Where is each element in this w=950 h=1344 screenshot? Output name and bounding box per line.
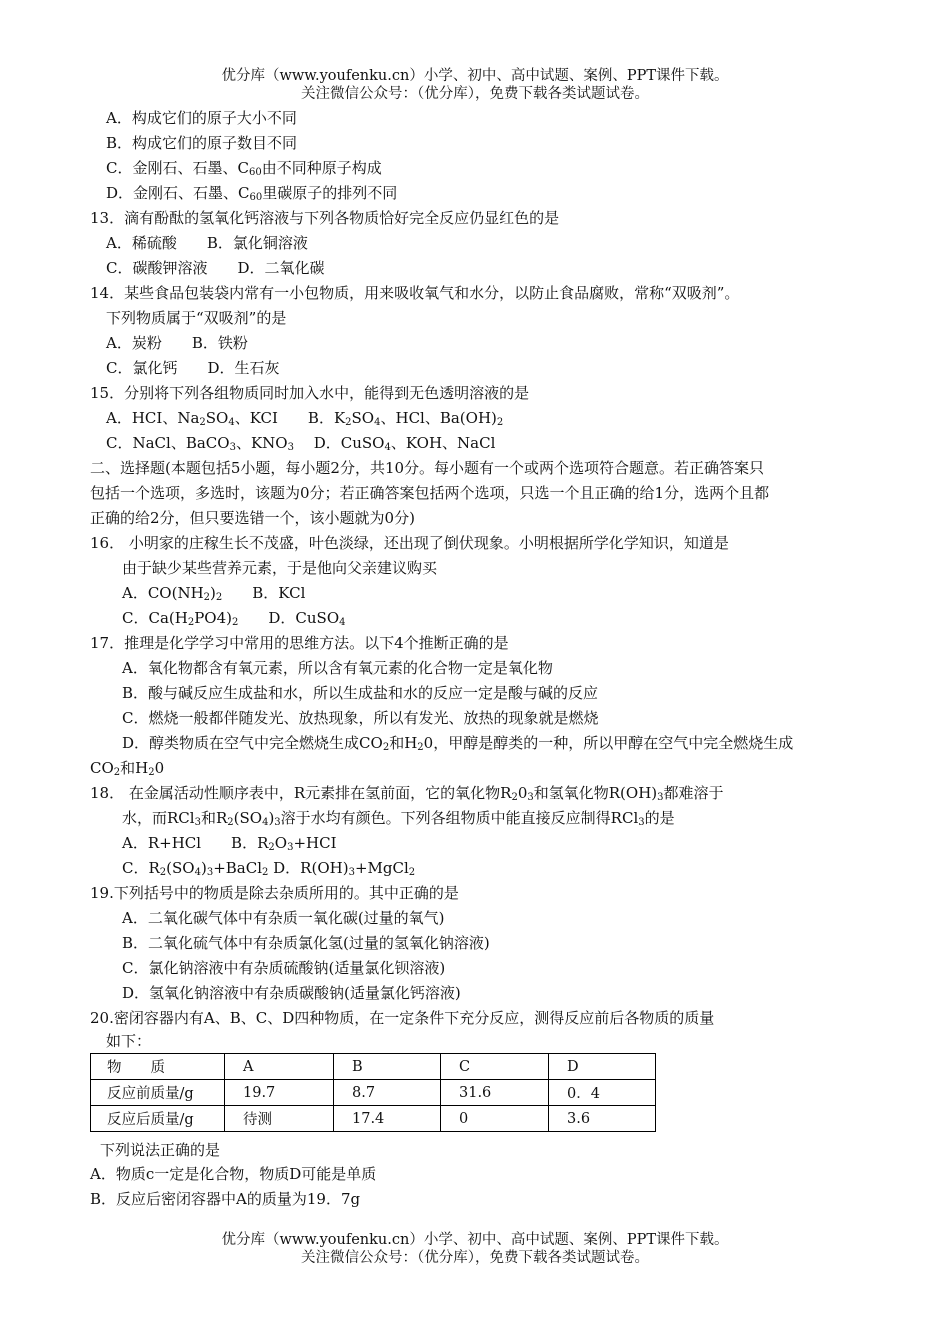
q19-option-c: C．氯化钠溶液中有杂质硫酸钠(适量氯化钡溶液): [122, 959, 446, 977]
q16-options-ab: A．$CO(NH_2)_2$ B．KCl: [122, 584, 306, 603]
table-cell: 3.6: [549, 1106, 656, 1132]
q17-option-a: A．氧化物都含有氧元素，所以含有氧元素的化合物一定是氧化物: [122, 659, 553, 677]
table-header-row: [91, 1054, 656, 1080]
q16-stem-2: 由于缺少某些营养元素，于是他向父亲建议购买: [122, 559, 438, 577]
q17-option-b: B．酸与碱反应生成盐和水，所以生成盐和水的反应一定是酸与碱的反应: [122, 684, 599, 702]
q12-option-d: D．金刚石、石墨、$C_{60}$里碳原子的排列不同: [106, 184, 398, 203]
q16-stem-1: 16． 小明家的庄稼生长不茂盛，叶色淡绿，还出现了倒伏现象。小明根据所学化学知识，知道是: [90, 534, 729, 552]
q15-options-ab: A．HCI、$Na_2SO_4$、KCI B．$K_2SO_4$、HCl、$Ba(OH)_2$: [106, 409, 504, 428]
footer-line-1: 优分库（www.youfenku.cn）小学、初中、高中试题、案例、PPT课件下载。: [221, 1232, 729, 1248]
q19-option-d: D．氢氧化钠溶液中有杂质碳酸钠(适量氯化钙溶液): [122, 984, 461, 1002]
q20-option-a: A．物质c一定是化合物，物质D可能是单质: [90, 1165, 377, 1183]
q18-stem-2: 水，而RCl$_3$和$R_2(SO_4)_3$溶于水均有颜色。下列各组物质中能直接反应制得RCl$_3$的是: [122, 809, 675, 828]
q19-stem: 19.下列括号中的物质是除去杂质所用的。其中正确的是: [90, 884, 459, 902]
table-cell: 0: [441, 1106, 549, 1132]
table-cell: 待测: [225, 1106, 334, 1132]
q12-option-c: C．金刚石、石墨、$C_{60}$由不同种原子构成: [106, 159, 382, 178]
table-cell: 0．4: [549, 1080, 656, 1106]
q19-option-b: B．二氧化硫气体中有杂质氯化氢(过量的氢氧化钠溶液): [122, 934, 490, 952]
table-cell: 31.6: [441, 1080, 549, 1106]
q12-option-b: B．构成它们的原子数目不同: [106, 134, 298, 152]
q15-options-cd: C．NaCl、BaCO$_3$、$KNO_3$ D．CuSO$_4$、KOH、NaCl: [106, 434, 496, 453]
section2-instructions-2: 包括一个选项，多选时，该题为0分；若正确答案包括两个选项，只选一个且正确的给1分，选两个且都: [90, 484, 770, 502]
table-cell: 反应后质量/g: [91, 1106, 225, 1132]
q20-stem-2: 如下：: [106, 1032, 152, 1050]
table-header-cell: D: [549, 1054, 656, 1080]
q13-options-ab: A．稀硫酸 B．氯化铜溶液: [106, 234, 308, 252]
section2-instructions-1: 二、选择题(本题包括5小题，每小题2分，共10分。每小题有一个或两个选项符合题意。若正确答案只: [90, 459, 765, 477]
section2-instructions-3: 正确的给2分，但只要选错一个，该小题就为0分): [90, 509, 415, 527]
q20-stem-1: 20.密闭容器内有A、B、C、D四种物质，在一定条件下充分反应，测得反应前后各物质的质量: [90, 1009, 715, 1027]
q17-option-d: D．醇类物质在空气中完全燃烧生成$CO_2$和$H_20$，甲醇是醇类的一种，所以甲醇在空气中完全燃烧生成: [122, 734, 794, 753]
q20-option-b: B．反应后密闭容器中A的质量为19．7g: [90, 1190, 361, 1208]
table-cell: 17.4: [334, 1106, 441, 1132]
q16-options-cd: C．$Ca(H_2PO4)_2$ D．CuSO$_4$: [122, 609, 346, 628]
table-header-cell: 物 质: [91, 1054, 225, 1080]
q20-after-table: 下列说法正确的是: [100, 1141, 221, 1159]
q15-stem: 15．分别将下列各组物质同时加入水中，能得到无色透明溶液的是: [90, 384, 530, 402]
q14-options-ab: A．炭粉 B．铁粉: [106, 334, 248, 352]
table-header-cell: C: [441, 1054, 549, 1080]
header-line-1: 优分库（www.youfenku.cn）小学、初中、高中试题、案例、PPT课件下载。: [221, 68, 729, 84]
footer-line-2: 关注微信公众号：（优分库），免费下载各类试题试卷。: [301, 1250, 649, 1266]
q13-options-cd: C．碳酸钾溶液 D．二氧化碳: [106, 259, 325, 277]
table-header-cell: B: [334, 1054, 441, 1080]
q12-option-a: A．构成它们的原子大小不同: [106, 109, 297, 127]
q18-options-ab: A．R+HCl B．$R_2O_3+HCI$: [122, 834, 337, 853]
mass-table: [90, 1053, 656, 1132]
table-cell: 19.7: [225, 1080, 334, 1106]
table-row: [91, 1106, 656, 1132]
table-cell: 反应前质量/g: [91, 1080, 225, 1106]
q18-options-cd: C．$R_2(SO_4)_3+BaCl_2$ D．$R(OH)_3+MgCl_2$: [122, 859, 416, 878]
q19-option-a: A．二氧化碳气体中有杂质一氧化碳(过量的氧气): [122, 909, 445, 927]
header-line-2: 关注微信公众号：（优分库），免费下载各类试题试卷。: [301, 86, 649, 102]
q13-stem: 13．滴有酚酞的氢氧化钙溶液与下列各物质恰好完全反应仍显红色的是: [90, 209, 560, 227]
q17-option-d-cont: $CO_2$和$H_20$: [90, 759, 165, 778]
q17-option-c: C．燃烧一般都伴随发光、放热现象，所以有发光、放热的现象就是燃烧: [122, 709, 599, 727]
q14-stem-2: 下列物质属于“双吸剂”的是: [106, 309, 287, 327]
q14-stem-1: 14．某些食品包装袋内常有一小包物质，用来吸收氧气和水分，以防止食品腐败，常称“双吸剂”。: [90, 284, 740, 302]
table-row: [91, 1080, 656, 1106]
q14-options-cd: C．氯化钙 D．生石灰: [106, 359, 280, 377]
q17-stem: 17．推理是化学学习中常用的思维方法。以下4个推断正确的是: [90, 634, 509, 652]
q18-stem-1: 18． 在金属活动性顺序表中，R元素排在氢前面，它的氧化物$R_20_3$和氢氧化物$R(OH)_3$都难溶于: [90, 784, 724, 803]
table-header-cell: A: [225, 1054, 334, 1080]
table-cell: 8.7: [334, 1080, 441, 1106]
